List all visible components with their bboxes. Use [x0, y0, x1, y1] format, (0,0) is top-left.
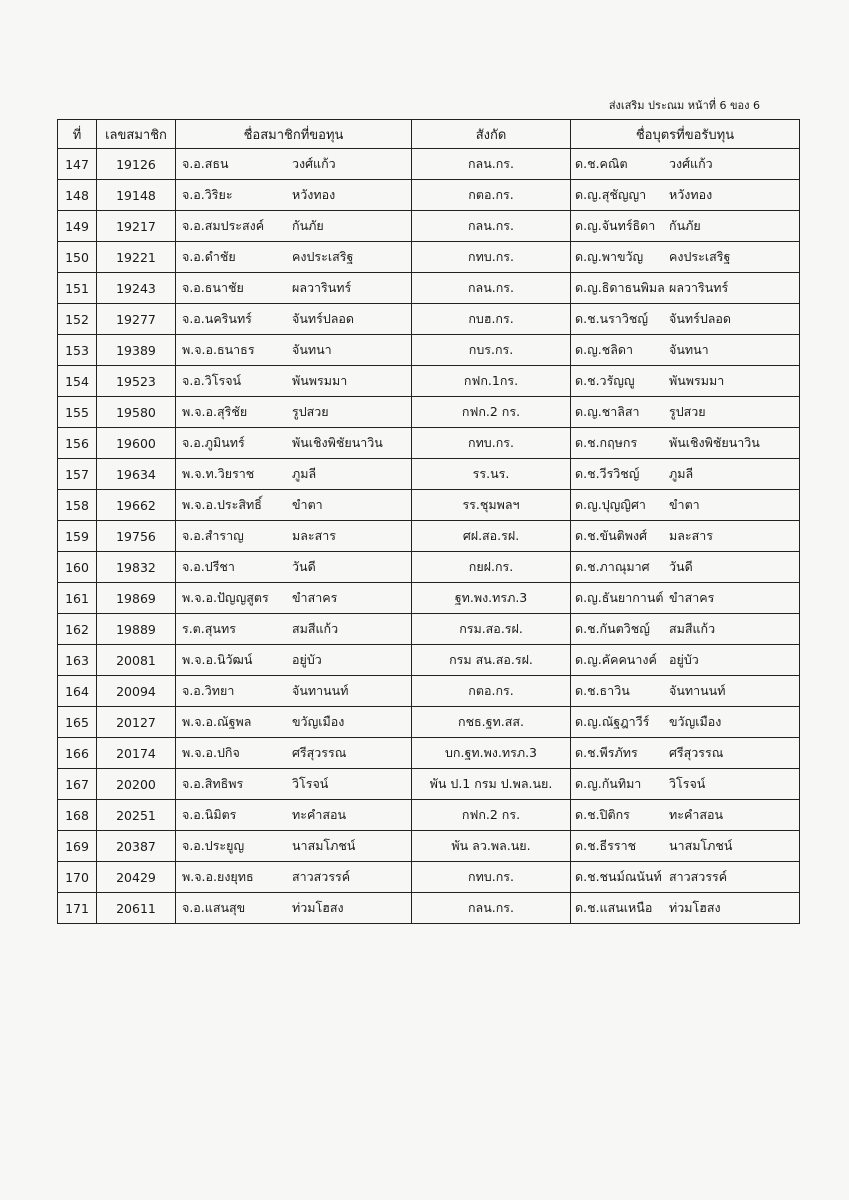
member-id: 19756	[97, 521, 176, 552]
member-last-name: วงศ์แก้ว	[292, 156, 336, 171]
member-name-cell	[176, 521, 412, 552]
member-first-name: พ.จ.อ.ปกิจ	[182, 745, 240, 760]
member-name-cell	[176, 893, 412, 924]
child-last-name: ผลวารินทร์	[669, 280, 729, 295]
member-last-name: พันเชิงพิชัยนาวิน	[292, 435, 383, 450]
member-last-name: นาสมโภชน์	[292, 838, 356, 853]
unit: กลน.กร.	[412, 893, 571, 924]
member-name-cell	[176, 614, 412, 645]
member-id: 19889	[97, 614, 176, 645]
child-first-name: ด.ญ.พาขวัญ	[575, 249, 644, 264]
unit: กบร.กร.	[412, 335, 571, 366]
member-id: 19126	[97, 149, 176, 180]
child-name-cell	[571, 738, 800, 769]
column-header-child-name: ชื่อบุตรที่ขอรับทุน	[571, 120, 800, 149]
child-first-name: ด.ญ.ชาลิสา	[575, 404, 640, 419]
member-name-cell	[176, 304, 412, 335]
child-first-name: ด.ญ.ธันยากานต์	[575, 590, 664, 605]
member-name-cell	[176, 862, 412, 893]
member-name-cell	[176, 707, 412, 738]
table-row	[58, 211, 800, 242]
member-name-cell	[176, 583, 412, 614]
child-name-cell	[571, 273, 800, 304]
row-number: 167	[58, 769, 97, 800]
row-number: 149	[58, 211, 97, 242]
unit: รร.นร.	[412, 459, 571, 490]
table-body	[58, 149, 800, 924]
child-name-cell	[571, 490, 800, 521]
member-name-cell	[176, 335, 412, 366]
member-id: 19634	[97, 459, 176, 490]
row-number: 151	[58, 273, 97, 304]
child-last-name: มละสาร	[669, 528, 713, 543]
table-row	[58, 149, 800, 180]
table-row	[58, 397, 800, 428]
unit: ศฝ.สอ.รฝ.	[412, 521, 571, 552]
member-id: 20429	[97, 862, 176, 893]
member-first-name: จ.อ.สธน	[182, 156, 229, 171]
child-name-cell	[571, 676, 800, 707]
unit: กรม สน.สอ.รฝ.	[412, 645, 571, 676]
member-first-name: ร.ต.สุนทร	[182, 621, 236, 636]
child-last-name: นาสมโภชน์	[669, 838, 733, 853]
member-name-cell	[176, 211, 412, 242]
child-first-name: ด.ช.คณิต	[575, 156, 628, 171]
member-first-name: จ.อ.วิริยะ	[182, 187, 233, 202]
member-name-cell	[176, 242, 412, 273]
column-header-member-name: ชื่อสมาชิกที่ขอทุน	[176, 120, 412, 149]
child-last-name: ขวัญเมือง	[669, 714, 722, 729]
member-name-cell	[176, 552, 412, 583]
row-number: 161	[58, 583, 97, 614]
child-last-name: ศรีสุวรรณ	[669, 745, 724, 760]
member-first-name: จ.อ.ประยูญ	[182, 838, 245, 853]
unit: กลน.กร.	[412, 273, 571, 304]
member-first-name: จ.อ.นครินทร์	[182, 311, 252, 326]
child-last-name: รูปสวย	[669, 404, 706, 419]
child-last-name: อยู่บัว	[669, 652, 699, 667]
member-last-name: อยู่บัว	[292, 652, 322, 667]
member-last-name: สาวสวรรค์	[292, 869, 351, 884]
member-first-name: พ.จ.อ.นิวัฒน์	[182, 652, 253, 667]
row-number: 168	[58, 800, 97, 831]
member-first-name: พ.จ.อ.ปัญญสูตร	[182, 590, 269, 605]
row-number: 164	[58, 676, 97, 707]
child-name-cell	[571, 614, 800, 645]
row-number: 157	[58, 459, 97, 490]
member-id: 19600	[97, 428, 176, 459]
row-number: 152	[58, 304, 97, 335]
member-name-cell	[176, 428, 412, 459]
child-first-name: ด.ญ.กันทิมา	[575, 776, 642, 791]
unit: กลน.กร.	[412, 211, 571, 242]
row-number: 153	[58, 335, 97, 366]
child-name-cell	[571, 769, 800, 800]
unit: กทบ.กร.	[412, 428, 571, 459]
child-name-cell	[571, 459, 800, 490]
table-row	[58, 583, 800, 614]
member-first-name: จ.อ.ปรีชา	[182, 559, 235, 574]
member-name-cell	[176, 397, 412, 428]
unit: กทบ.กร.	[412, 862, 571, 893]
member-last-name: มละสาร	[292, 528, 336, 543]
unit: กตอ.กร.	[412, 676, 571, 707]
member-name-cell	[176, 149, 412, 180]
member-last-name: ขวัญเมือง	[292, 714, 345, 729]
member-name-cell	[176, 738, 412, 769]
member-name-cell	[176, 459, 412, 490]
child-first-name: ด.ช.แสนเหนือ	[575, 900, 653, 915]
table-row	[58, 490, 800, 521]
member-name-cell	[176, 800, 412, 831]
child-last-name: วงศ์แก้ว	[669, 156, 713, 171]
member-id: 19221	[97, 242, 176, 273]
member-last-name: จันทนา	[292, 342, 332, 357]
member-id: 19523	[97, 366, 176, 397]
member-last-name: ภูมลี	[292, 466, 317, 481]
unit: กฟก.1กร.	[412, 366, 571, 397]
member-id: 19832	[97, 552, 176, 583]
row-number: 162	[58, 614, 97, 645]
unit: ฐท.พง.ทรภ.3	[412, 583, 571, 614]
child-first-name: ด.ญ.คัคคนางค์	[575, 652, 657, 667]
table-row	[58, 552, 800, 583]
table-row	[58, 862, 800, 893]
unit: กบฮ.กร.	[412, 304, 571, 335]
member-last-name: จันทานนท์	[292, 683, 349, 698]
member-first-name: พ.จ.อ.ยงยุทธ	[182, 869, 254, 884]
member-last-name: ท่วมโฮสง	[292, 900, 344, 915]
unit: กฟก.2 กร.	[412, 800, 571, 831]
member-first-name: จ.อ.ภูมินทร์	[182, 435, 245, 450]
row-number: 163	[58, 645, 97, 676]
child-last-name: ขำสาคร	[669, 590, 715, 605]
child-first-name: ด.ญ.ธิดาธนพิมล	[575, 280, 665, 295]
child-last-name: ท่วมโฮสง	[669, 900, 721, 915]
member-last-name: ศรีสุวรรณ	[292, 745, 347, 760]
member-first-name: พ.จ.อ.ณัฐพล	[182, 714, 252, 729]
child-first-name: ด.ญ.สุชัญญา	[575, 187, 647, 202]
table-header	[58, 120, 800, 149]
table-row	[58, 769, 800, 800]
row-number: 166	[58, 738, 97, 769]
member-last-name: หวังทอง	[292, 187, 336, 202]
unit: พัน ลว.พล.นย.	[412, 831, 571, 862]
row-number: 147	[58, 149, 97, 180]
unit: กชธ.ฐท.สส.	[412, 707, 571, 738]
member-name-cell	[176, 676, 412, 707]
member-name-cell	[176, 645, 412, 676]
member-name-cell	[176, 490, 412, 521]
member-id: 19243	[97, 273, 176, 304]
child-first-name: ด.ช.วีรวิชญ์	[575, 466, 640, 481]
member-id: 20174	[97, 738, 176, 769]
member-id: 19580	[97, 397, 176, 428]
column-header-unit: สังกัด	[412, 120, 571, 149]
child-last-name: หวังทอง	[669, 187, 713, 202]
member-id: 19148	[97, 180, 176, 211]
unit: บก.ฐท.พง.ทรภ.3	[412, 738, 571, 769]
child-first-name: ด.ช.ภาณุมาศ	[575, 559, 650, 574]
member-first-name: จ.อ.วิทยา	[182, 683, 235, 698]
table-row	[58, 800, 800, 831]
table-row	[58, 738, 800, 769]
member-id: 19277	[97, 304, 176, 335]
child-first-name: ด.ช.พีรภัทร	[575, 745, 638, 760]
child-name-cell	[571, 707, 800, 738]
child-name-cell	[571, 335, 800, 366]
row-number: 170	[58, 862, 97, 893]
member-first-name: จ.อ.ธนาชัย	[182, 280, 244, 295]
member-last-name: จันทร์ปลอด	[292, 311, 355, 326]
unit: กทบ.กร.	[412, 242, 571, 273]
table-row	[58, 335, 800, 366]
member-last-name: ขำสาคร	[292, 590, 338, 605]
child-name-cell	[571, 397, 800, 428]
child-first-name: ด.ช.กันตวิชญ์	[575, 621, 650, 636]
table-row	[58, 676, 800, 707]
row-number: 165	[58, 707, 97, 738]
unit: พัน ป.1 กรม ป.พล.นย.	[412, 769, 571, 800]
child-name-cell	[571, 583, 800, 614]
member-first-name: พ.จ.อ.สุริชัย	[182, 404, 248, 419]
child-first-name: ด.ช.ขันติพงศ์	[575, 528, 648, 543]
child-last-name: สมสีแก้ว	[669, 621, 716, 636]
member-first-name: พ.จ.อ.ธนาธร	[182, 342, 255, 357]
member-name-cell	[176, 180, 412, 211]
row-number: 160	[58, 552, 97, 583]
child-name-cell	[571, 831, 800, 862]
table-row	[58, 707, 800, 738]
child-first-name: ด.ญ.ปุญญิศา	[575, 497, 646, 512]
table-row	[58, 614, 800, 645]
member-id: 20081	[97, 645, 176, 676]
child-first-name: ด.ช.ปิติกร	[575, 807, 630, 822]
member-first-name: จ.อ.แสนสุข	[182, 900, 246, 915]
member-first-name: จ.อ.ดำชัย	[182, 249, 236, 264]
child-first-name: ด.ญ.จันทร์ธิดา	[575, 218, 656, 233]
child-name-cell	[571, 893, 800, 924]
table-row	[58, 521, 800, 552]
member-first-name: พ.จ.ท.วิยราช	[182, 466, 255, 481]
member-id: 20127	[97, 707, 176, 738]
page-number-note: ส่งเสริม ประณม หน้าที่ 6 ของ 6	[608, 99, 760, 112]
child-first-name: ด.ญ.ชลิดา	[575, 342, 633, 357]
row-number: 171	[58, 893, 97, 924]
member-last-name: วันดี	[292, 559, 316, 574]
child-last-name: คงประเสริฐ	[669, 249, 731, 264]
child-last-name: กันภัย	[669, 218, 701, 233]
member-last-name: คงประเสริฐ	[292, 249, 354, 264]
row-number: 155	[58, 397, 97, 428]
table-row	[58, 428, 800, 459]
member-last-name: กันภัย	[292, 218, 324, 233]
child-name-cell	[571, 366, 800, 397]
member-first-name: จ.อ.สมประสงค์	[182, 218, 265, 233]
child-last-name: สาวสวรรค์	[669, 869, 728, 884]
column-header-member-id: เลขสมาชิก	[97, 120, 176, 149]
child-last-name: จันทนา	[669, 342, 709, 357]
table-row	[58, 180, 800, 211]
child-last-name: จันทานนท์	[669, 683, 726, 698]
child-name-cell	[571, 428, 800, 459]
table-row	[58, 459, 800, 490]
member-id: 20611	[97, 893, 176, 924]
unit: กรม.สอ.รฝ.	[412, 614, 571, 645]
member-id: 20251	[97, 800, 176, 831]
scholarship-table	[57, 119, 800, 924]
child-name-cell	[571, 521, 800, 552]
table-row	[58, 831, 800, 862]
table-row	[58, 304, 800, 335]
member-last-name: รูปสวย	[292, 404, 329, 419]
unit: กฟก.2 กร.	[412, 397, 571, 428]
row-number: 150	[58, 242, 97, 273]
table-row	[58, 893, 800, 924]
child-first-name: ด.ช.วรัญญู	[575, 373, 635, 388]
child-first-name: ด.ช.ธีรราช	[575, 838, 637, 853]
member-first-name: จ.อ.วิโรจน์	[182, 373, 242, 388]
unit: กยฝ.กร.	[412, 552, 571, 583]
member-name-cell	[176, 366, 412, 397]
member-last-name: ขำตา	[292, 497, 323, 512]
member-id: 20094	[97, 676, 176, 707]
unit: กลน.กร.	[412, 149, 571, 180]
row-number: 156	[58, 428, 97, 459]
member-id: 19217	[97, 211, 176, 242]
unit: รร.ชุมพลฯ	[412, 490, 571, 521]
child-last-name: วันดี	[669, 559, 693, 574]
member-name-cell	[176, 769, 412, 800]
member-name-cell	[176, 831, 412, 862]
child-first-name: ด.ช.นราวิชญ์	[575, 311, 648, 326]
child-first-name: ด.ญ.ณัฐฎาวีร์	[575, 714, 650, 729]
child-last-name: จันทร์ปลอด	[669, 311, 732, 326]
member-id: 19869	[97, 583, 176, 614]
child-name-cell	[571, 304, 800, 335]
child-name-cell	[571, 552, 800, 583]
member-last-name: วิโรจน์	[292, 776, 329, 791]
child-name-cell	[571, 211, 800, 242]
member-last-name: สมสีแก้ว	[292, 621, 339, 636]
member-id: 20387	[97, 831, 176, 862]
row-number: 159	[58, 521, 97, 552]
unit: กตอ.กร.	[412, 180, 571, 211]
member-first-name: จ.อ.นิมิตร	[182, 807, 237, 822]
child-last-name: ภูมลี	[669, 466, 694, 481]
child-name-cell	[571, 180, 800, 211]
member-first-name: พ.จ.อ.ประสิทธิ์	[182, 497, 262, 512]
child-first-name: ด.ช.ชนม์ณนันท์	[575, 869, 662, 884]
member-last-name: พันพรมมา	[292, 373, 348, 388]
row-number: 148	[58, 180, 97, 211]
child-last-name: ขำตา	[669, 497, 700, 512]
child-name-cell	[571, 800, 800, 831]
child-name-cell	[571, 149, 800, 180]
child-first-name: ด.ช.กฤษกร	[575, 435, 638, 450]
row-number: 169	[58, 831, 97, 862]
member-id: 20200	[97, 769, 176, 800]
member-first-name: จ.อ.สิทธิพร	[182, 776, 244, 791]
child-last-name: พันเชิงพิชัยนาวิน	[669, 435, 760, 450]
child-name-cell	[571, 645, 800, 676]
table-row	[58, 645, 800, 676]
row-number: 158	[58, 490, 97, 521]
member-name-cell	[176, 273, 412, 304]
member-id: 19389	[97, 335, 176, 366]
member-last-name: ทะคำสอน	[292, 807, 347, 822]
table-row	[58, 242, 800, 273]
member-id: 19662	[97, 490, 176, 521]
table-row	[58, 273, 800, 304]
table-row	[58, 366, 800, 397]
child-first-name: ด.ช.ธาวิน	[575, 683, 630, 698]
member-first-name: จ.อ.สำราญ	[182, 528, 244, 543]
child-name-cell	[571, 242, 800, 273]
child-name-cell	[571, 862, 800, 893]
member-last-name: ผลวารินทร์	[292, 280, 352, 295]
child-last-name: วิโรจน์	[669, 776, 706, 791]
column-header-no: ที่	[58, 120, 97, 149]
row-number: 154	[58, 366, 97, 397]
header-row	[58, 120, 800, 149]
child-last-name: ทะคำสอน	[669, 807, 724, 822]
child-last-name: พันพรมมา	[669, 373, 725, 388]
